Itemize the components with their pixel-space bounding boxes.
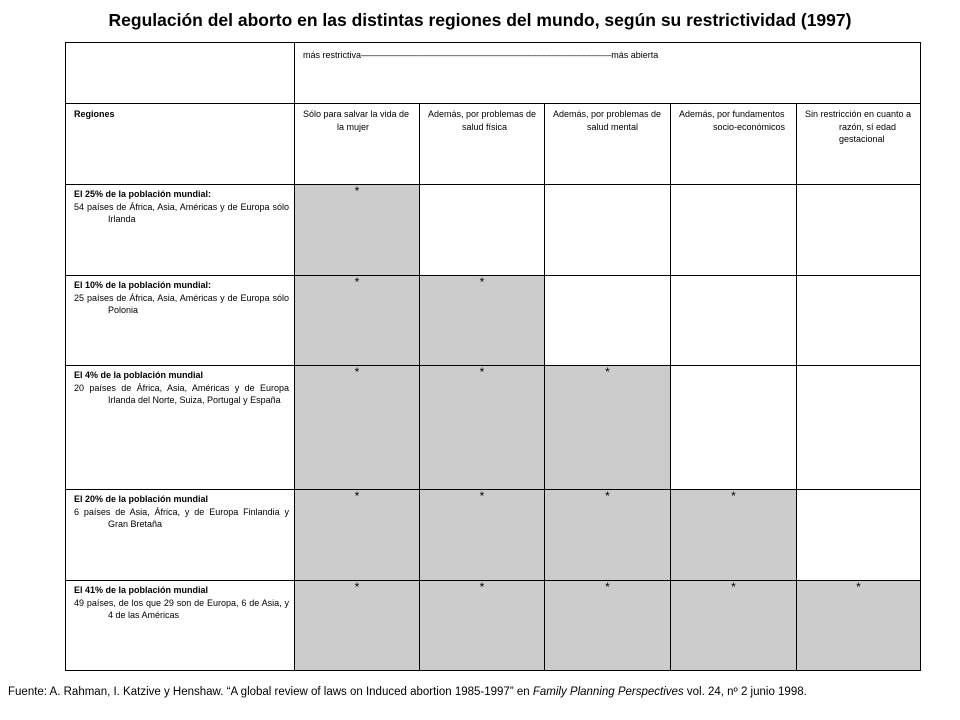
permission-cell <box>671 276 797 366</box>
region-cell <box>66 276 295 366</box>
permitted-marker: * <box>479 275 485 289</box>
column-header-row <box>66 104 921 185</box>
regions-header-cell <box>66 104 295 185</box>
column-header-label: Sin restricción en cuanto a razón, sí edad gestacional <box>805 109 912 144</box>
region-title: El 20% de la población mundial <box>74 494 209 504</box>
permission-cell <box>295 276 420 366</box>
permitted-marker: * <box>354 275 360 289</box>
regulation-table <box>65 42 921 671</box>
permission-cell <box>797 490 921 581</box>
source-prefix: Fuente: A. Rahman, I. Katzive y Henshaw. “A global review of laws on Induced abortion 1985-1997” en <box>8 686 533 698</box>
region-cell <box>66 185 295 276</box>
region-cell <box>66 490 295 581</box>
permission-cell <box>420 185 545 276</box>
region-title: El 10% de la población mundial: <box>74 280 212 290</box>
empty-corner-cell <box>66 43 295 104</box>
region-title: El 41% de la población mundial <box>74 585 209 595</box>
permitted-marker: * <box>479 489 485 503</box>
permitted-marker: * <box>731 580 736 594</box>
permission-cell <box>671 581 797 671</box>
column-header <box>671 104 797 185</box>
permission-cell <box>295 490 420 581</box>
permission-cell <box>420 581 545 671</box>
permission-cell <box>797 185 921 276</box>
permission-cell <box>295 581 420 671</box>
table-row <box>66 490 921 581</box>
permitted-marker: * <box>479 365 485 379</box>
region-description: 54 países de África, Asia, Américas y de Europa sólo Irlanda <box>74 201 289 224</box>
permitted-marker: * <box>354 580 360 594</box>
permission-cell <box>420 366 545 490</box>
permission-cell <box>797 366 921 490</box>
permitted-marker: * <box>354 489 360 503</box>
column-header <box>420 104 545 185</box>
column-header-label: Sólo para salvar la vida de la mujer <box>303 109 410 132</box>
permission-cell <box>545 185 671 276</box>
region-title: El 4% de la población mundial <box>74 370 204 380</box>
region-title: El 25% de la población mundial: <box>74 189 212 199</box>
permission-cell <box>797 581 921 671</box>
region-description: 6 países de Asia, África, y de Europa Finlandia y Gran Bretaña <box>74 506 289 529</box>
permitted-marker: * <box>605 489 610 503</box>
permitted-marker: * <box>605 365 610 379</box>
source-note <box>8 686 958 698</box>
table-row <box>66 366 921 490</box>
permission-cell <box>671 366 797 490</box>
column-header <box>545 104 671 185</box>
permission-cell <box>797 276 921 366</box>
permission-cell <box>545 276 671 366</box>
source-suffix: vol. 24, nº 2 junio 1998. <box>683 686 807 698</box>
permitted-marker: * <box>354 184 360 198</box>
table-body <box>66 185 921 671</box>
page-title: Regulación del aborto en las distintas regiones del mundo, según su restrictividad (1997) <box>108 10 852 30</box>
permission-cell <box>545 581 671 671</box>
region-cell <box>66 581 295 671</box>
region-description: 49 países, de los que 29 son de Europa, 6 de Asia, y 4 de las Américas <box>74 597 289 620</box>
column-header-label: Además, por problemas de salud mental <box>553 109 662 132</box>
column-header <box>797 104 921 185</box>
permitted-marker: * <box>479 580 485 594</box>
scale-cell <box>295 43 921 104</box>
permission-cell <box>420 490 545 581</box>
column-header <box>295 104 420 185</box>
permission-cell <box>671 185 797 276</box>
region-description: 25 países de África, Asia, Américas y de Europa sólo Polonia <box>74 292 289 315</box>
permission-cell <box>420 276 545 366</box>
permitted-marker: * <box>354 365 360 379</box>
scale-label: más restrictiva––––––––––––––––––––––––––––––––––––––––––––––––––más abierta <box>303 50 659 60</box>
scale-row <box>66 43 921 104</box>
permitted-marker: * <box>856 580 861 594</box>
region-description: 20 países de África, Asia, Américas y de Europa Irlanda del Norte, Suiza, Portugal y España <box>74 382 289 405</box>
column-header-label: Además, por problemas de salud física <box>428 109 537 132</box>
permission-cell <box>295 185 420 276</box>
region-cell <box>66 366 295 490</box>
table-row <box>66 185 921 276</box>
permitted-marker: * <box>605 580 610 594</box>
source-journal: Family Planning Perspectives <box>532 686 684 698</box>
permission-cell <box>295 366 420 490</box>
permission-cell <box>545 490 671 581</box>
table-row <box>66 276 921 366</box>
column-header-label: Además, por fundamentos socio-económicos <box>679 109 786 132</box>
permission-cell <box>545 366 671 490</box>
table-row <box>66 581 921 671</box>
permitted-marker: * <box>731 489 736 503</box>
permission-cell <box>671 490 797 581</box>
regions-label: Regiones <box>74 109 115 119</box>
